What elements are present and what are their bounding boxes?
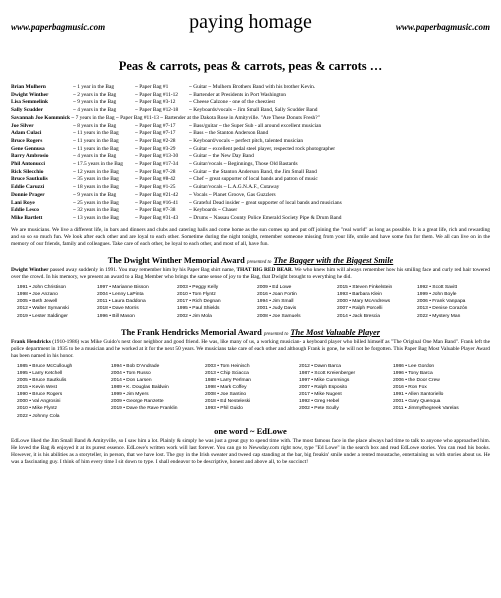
winner-entry: 1995 • Paul Shields: [177, 306, 220, 312]
winner-entry: 1996 • Bill Mason: [97, 313, 135, 319]
winner-entry: 2004 • Tom Russo: [111, 370, 151, 376]
dwight-award-title: [11, 256, 490, 265]
frank-award-title: [11, 328, 490, 337]
roster-years: ~ 8 years in the Bag: [73, 122, 117, 129]
winner-entry: 2005 • Bruce Sautkulis: [17, 378, 67, 384]
roster-bag-range: ~ Paper Bag #12-18: [135, 107, 179, 114]
winner-entry: 1992 • Scott Savitt: [417, 285, 458, 291]
winner-entry: 2002 • Pete Scully: [299, 406, 339, 412]
roster-bag-range: ~ Paper Bag #1-25: [135, 184, 176, 191]
roster-row: [11, 123, 490, 131]
winner-entry: 1996 • Tony Barca: [393, 370, 433, 376]
winner-entry: 2016 • Ron Fox: [393, 385, 427, 391]
roster-role: ~ Guitar/vocals ~ Beginnings, Those Old Bastards: [189, 161, 298, 168]
winner-entry: 2011 • Laura Daddona: [97, 299, 146, 305]
roster-role: ~ Bartender at Presidents in Port Washington: [189, 91, 287, 98]
winner-entry: 2017 • Mike Nugent: [299, 392, 342, 398]
page-header: [11, 0, 490, 32]
winner-entry: 1994 • Jim Small: [257, 299, 294, 305]
roster-name: Lani Roye: [11, 199, 35, 206]
winner-entry: 2013 • Denise Corazón: [417, 306, 468, 312]
roster-bag-range: ~ Paper Bag #7-17: [135, 122, 176, 129]
roster-row: [11, 84, 490, 92]
roster-years: ~ 11 years in the Bag: [73, 130, 119, 137]
roster-years: ~ 35 years in the Bag: [73, 176, 119, 183]
roster-years: ~ 11 years in the Bag: [73, 137, 119, 144]
winner-entry: 2015 • Steven Finkelstein: [337, 285, 393, 291]
winner-entry: 2014 • Don Larsen: [111, 378, 152, 384]
frank-name: Frank Hendricks: [11, 338, 51, 345]
roster-name: Sally Scudder: [11, 107, 43, 114]
roster-role: ~ Bass/guitar ~ the Super Sub - all around excellent musician: [189, 122, 322, 129]
roster-years: ~ 9 years in the Bag: [73, 99, 117, 106]
roster-row: [11, 115, 490, 123]
frank-winners-list: [17, 363, 490, 420]
roster-row: [11, 130, 490, 138]
roster-name: Eddie Lesco: [11, 207, 40, 214]
roster-years: ~ 2 years in the Bag: [73, 91, 117, 98]
winner-entry: 2014 • Jack Brescia: [337, 313, 381, 319]
roster-name: Lisa Semmelink: [11, 99, 48, 106]
roster-row: [11, 215, 490, 223]
roster-row: [11, 192, 490, 200]
winner-entry: 2015 • Kevin West: [17, 385, 57, 391]
roster-name: Eddie Caruzzi: [11, 184, 45, 191]
roster-role: ~ Guitar ~ the Stanton Anderson Band, the Jim Small Band: [189, 168, 317, 175]
roster-role: ~ Guitar ~ the New Day Band: [189, 153, 254, 160]
winner-entry: 1999 • John Boyle: [417, 292, 457, 298]
roster-name: Gene Gennusa: [11, 145, 45, 152]
roster-name: Savannah Joe Kommnick: [11, 114, 71, 121]
roster-years: ~ 18 years in the Bag: [73, 184, 119, 191]
winner-entry: 2004 • Lenny LaPinta: [97, 292, 144, 298]
winner-entry: 1993 • Phil Guido: [205, 406, 243, 412]
winner-entry: 2008 • Joe Samuels: [257, 313, 301, 319]
one-word-title: one word ~ EdLowe: [214, 425, 287, 436]
roster-years: ~ 32 years in the Bag: [73, 207, 119, 214]
winner-entry: 1998 • Mark Coffey: [205, 385, 247, 391]
winner-entry: 2002 • Jim Mola: [177, 313, 212, 319]
roster-row: [11, 138, 490, 146]
dwight-award-name: The Dwight Winther Memorial Award: [107, 255, 245, 265]
winner-entry: 1987 • Scott Kreienberger: [299, 370, 356, 376]
winner-entry: 1995 • Larry Ketchell: [17, 370, 63, 376]
roster-bag-range: ~ Paper Bag #16-41: [135, 199, 179, 206]
roster-bag-range: ~ Paper Bag #8-42: [135, 176, 176, 183]
winner-entry: 2010 • Tom Flyntz: [177, 292, 216, 298]
winner-entry: 2013 • Chip Sciacca: [205, 370, 249, 376]
winner-entry: 1993 • Barbara Klein: [337, 292, 382, 298]
roster-role: ~ Cheese Calzone - one of the cheeziest: [189, 99, 275, 106]
winner-entry: 2017 • Rich Degnan: [177, 299, 221, 305]
roster-bag-range: ~ Paper Bag #13-30: [135, 153, 179, 160]
page-title: Peas & carrots, peas & carrots, peas & carrots …: [118, 59, 383, 73]
winner-entry: 2011 • Jimmythegreek Varelas: [393, 406, 459, 412]
winner-entry: 2003 • Peggy Kelly: [177, 285, 219, 291]
roster-years: ~ 17.5 years in the Bag: [73, 161, 123, 168]
winner-entry: 2009 • Ed Lowe: [257, 285, 292, 291]
winner-entry: 1989 • K. Douglas Baldwin: [111, 385, 169, 391]
winner-entry: 2001 • Judy Davis: [257, 306, 297, 312]
header-url-left[interactable]: www.paperbagmusic.com: [11, 22, 106, 32]
winner-entry: 2012 • Dawn Barca: [299, 363, 341, 369]
dwight-presented-to: presented to: [246, 259, 272, 265]
winner-entry: 2007 • Ralph Porcelli: [337, 306, 383, 312]
dwight-name: Dwight Winther: [11, 266, 49, 273]
winner-entry: 2008 • Joe Santino: [205, 392, 247, 398]
dwight-shirt-name: THAT BIG RED BEAR: [236, 266, 292, 273]
roster-role: ~ Vocals ~ Planet Groove, Gas Guzzlers: [189, 191, 276, 198]
winner-entry: 1990 • Bruce Rogers: [17, 392, 63, 398]
roster-row: [11, 107, 490, 115]
roster-role: ~ Keyboards/vocals ~ Jim Small Band, Sally Scudder Band: [189, 107, 318, 114]
frank-award-name: The Frank Hendricks Memorial Award: [121, 327, 262, 337]
roster-row: [11, 161, 490, 169]
roster-bag-range: ~ Paper Bag #7-28: [135, 168, 176, 175]
roster-role: ~ Guitar ~ excellent pedal steel player, respected rock photographer: [189, 145, 336, 152]
roster-name: Mike Bartlett: [11, 214, 43, 221]
roster-details: ~ 7 years in the Bag ~ Paper Bag #11-13 ~ Bartender at the Dakota Rose in Amityville. "Are These Donuts Fresh?": [70, 114, 320, 121]
winner-entry: 2016 • Joan Fortin: [257, 292, 297, 298]
winner-entry: 2022 • Mystery Man: [417, 313, 461, 319]
roster-bag-range: ~ Paper Bag #31-43: [135, 214, 179, 221]
roster-role: ~ Grateful Dead insider ~ great supporter of local bands and musicians: [189, 199, 342, 206]
dwight-award-subtitle: The Bagger with the Biggest Smile: [273, 255, 394, 265]
roster-bag-range: ~ Paper Bag #3-29: [135, 145, 176, 152]
roster-role: ~ Guitar/vocals ~ L.A.G.N.A.F., Cutaway: [189, 184, 280, 191]
roster-bag-range: ~ Paper Bag #3-12: [135, 99, 176, 106]
roster-bag-range: ~ Paper Bag #21-42: [135, 191, 179, 198]
winner-entry: 2019 • Lester Saldinger: [17, 313, 68, 319]
winner-entry: 2010 • Mike Flyntz: [17, 406, 58, 412]
roster-role: ~ Keyboard/vocals ~ perfect pitch, talented musician: [189, 137, 304, 144]
dwight-text-1: passed away suddenly in 1991. You may remember him by his Paper Bag shirt name,: [48, 266, 237, 273]
winner-entry: 2006 • the Door Crew: [393, 378, 440, 384]
roster-bag-range: ~ Paper Bag #7-17: [135, 130, 176, 137]
roster-bag-range: ~ Paper Bag #17-34: [135, 161, 179, 168]
winner-entry: 1994 • Bob D'Andrade: [111, 363, 160, 369]
roster-name: Dwight Winther: [11, 91, 49, 98]
winner-entry: 2003 • Tom Heinisch: [205, 363, 250, 369]
dwight-text-2: . We who knew him will always remember how his smiling face and curly red hair towered over the crowd. In his memory, we present an award to a Bag Member who brings the same sense of joy to the Bag, that Dwight brought to everything he did.: [11, 266, 490, 281]
winner-entry: 2005 • Beth Jewell: [17, 299, 58, 305]
winner-entry: 2009 • George Ranzette: [111, 399, 164, 405]
winner-entry: 1998 • Joe Anzano: [17, 292, 58, 298]
roster-row: [11, 153, 490, 161]
roster-years: ~ 11 years in the Bag: [73, 145, 119, 152]
roster-bag-range: ~ Paper Bag #7-38: [135, 207, 176, 214]
winner-entry: 1991 • Allen Santoriello: [393, 392, 444, 398]
roster-row: [11, 200, 490, 208]
winner-entry: 1985 • Bruce McCullough: [17, 363, 73, 369]
one-word-paragraph: EdLowe liked the Jim Small Band & Amityville, so I saw him a lot. Plainly & simply he was just a great guy to spend time with. The most famous face in the place always had time to talk to anyone who approached him. He loved the Bag & enjoyed it at its purest essence. EdLowe's written work will last forever. You can go to Newsday.com right now, type "Ed Lowe" in the search box and read EdLowe stories. You can read his books. However, it is his abilities as a storyteller, in person, that we have lost. The guy in the Irish sweater and tweed cap standing at the bar, big freakin' smile under a rented moustache, entertaining us with stories about us. He was a fascinating guy. I think of him every time I sit down to type. I shall endeavor to be descriptive, honest and above all, to be succinct!: [11, 437, 490, 465]
winner-entry: 2000 • Mary McAndrews: [337, 299, 391, 305]
winner-entry: 1997 • Mike Cummings: [299, 378, 350, 384]
roster-name: Brian Mulhern: [11, 84, 46, 90]
roster-row: [11, 176, 490, 184]
dwight-paragraph: [11, 267, 490, 281]
frank-award-subtitle: The Most Valuable Player: [290, 327, 380, 337]
winner-entry: 2006 • Frank Vanpapa: [417, 299, 466, 305]
winner-entry: 2012 • Walter Symanski: [17, 306, 69, 312]
frank-presented-to: presented to: [263, 331, 289, 337]
winner-entry: 1992 • Greg Hebel: [299, 399, 340, 405]
roster-role: ~ Drums ~ Nassau County Police Emerald Society Pipe & Drum Band: [189, 214, 342, 221]
winner-entry: 1988 • Larry Perlman: [205, 378, 252, 384]
winner-entry: 2007 • Ralph Esposito: [299, 385, 348, 391]
roster-name: Bruce Rogers: [11, 137, 43, 144]
roster-name: Adam Culaci: [11, 130, 42, 137]
roster-row: [11, 184, 490, 192]
roster-years: ~ 9 years in the Bag: [73, 191, 117, 198]
roster-row: [11, 146, 490, 154]
roster-years: ~ 1 year in the Bag: [73, 84, 115, 90]
winner-entry: 1999 • Jim Myers: [111, 392, 149, 398]
roster-name: Bruce Sautkulis: [11, 176, 48, 183]
roster-name: Barry Ambrosio: [11, 153, 49, 160]
roster-years: ~ 4 years in the Bag: [73, 153, 117, 160]
roster-role: ~ Guitar ~ Mulhern Brothers Band with his brother Kevin.: [189, 84, 316, 90]
roster-name: Donnie Prager: [11, 191, 45, 198]
frank-text: (1910-1986) was Mike Guido's next door neighbor and good friend. He was, like many of us, a working musician- a keyboard player who billed himself as "The Original One Man Band". Frank left the police department in 1935 to be a musician and he worked at it for the next 50 years. We musicians take care of each other and although Frank is gone, he will not be forgotten. This Paper Bag Most Valuable Player Award has been named in his honor.: [11, 338, 491, 359]
roster-bag-range: ~ Paper Bag #2-28: [135, 137, 176, 144]
header-url-right[interactable]: www.paperbagmusic.com: [395, 22, 490, 32]
winner-entry: 2019 • Dave the Rave Franklin: [111, 406, 178, 412]
roster-role: ~ Chef ~ great supporter of local bands and patron of music: [189, 176, 318, 183]
roster-name: Rick Silecchio: [11, 168, 44, 175]
roster-years: ~ 12 years in the Bag: [73, 168, 119, 175]
winner-entry: 2022 • Johnny Cola: [17, 413, 60, 419]
roster-years: ~ 13 years in the Bag: [73, 214, 119, 221]
winner-entry: 2018 • Dave Morris: [97, 306, 139, 312]
winner-entry: 2000 • Val Angrosini: [17, 399, 61, 405]
roster-years: ~ 4 years in the Bag: [73, 107, 117, 114]
roster-name: Phil Antonucci: [11, 161, 45, 168]
frank-paragraph: [11, 339, 490, 360]
roster-row: [11, 207, 490, 215]
winner-entry: 1986 • Lee Gordon: [393, 363, 435, 369]
member-roster: [11, 84, 490, 223]
winner-entry: 2001 • Gary Quenqua: [393, 399, 441, 405]
header-title: paying homage: [189, 11, 312, 33]
winner-entry: 1997 • Marianne Bisson: [97, 285, 149, 291]
roster-bag-range: ~ Paper Bag #1: [135, 84, 169, 90]
intro-paragraph: We are musicians. We live a different life, in bars and dinners and clubs and catering halls and come home as the sun comes up and put off joining the "real world" as long as possible. It is a great life, rich and rewarding and so so so much fun. We look after each other and are loyal to each other. Sometime during the night tonight, remember someone missing from your life, smile and have some fun for them. We all can live on in the memory of our friends, family and colleagues. Take care of each other, be loyal to each other, and most of all, have fun.: [11, 226, 490, 247]
dwight-winners-list: [17, 284, 490, 319]
roster-role: ~ Bass ~ the Stanton Anderson Band: [189, 130, 269, 137]
winner-entry: 1991 • John Christison: [17, 285, 67, 291]
roster-role: ~ Keyboards ~ Chaser: [189, 207, 238, 214]
roster-row: [11, 99, 490, 107]
roster-bag-range: ~ Paper Bag #11-12: [135, 91, 178, 98]
roster-years: ~ 25 years in the Bag: [73, 199, 119, 206]
winner-entry: 2018 • Ed Nesteleski: [205, 399, 251, 405]
roster-name: Joe Silver: [11, 122, 34, 129]
